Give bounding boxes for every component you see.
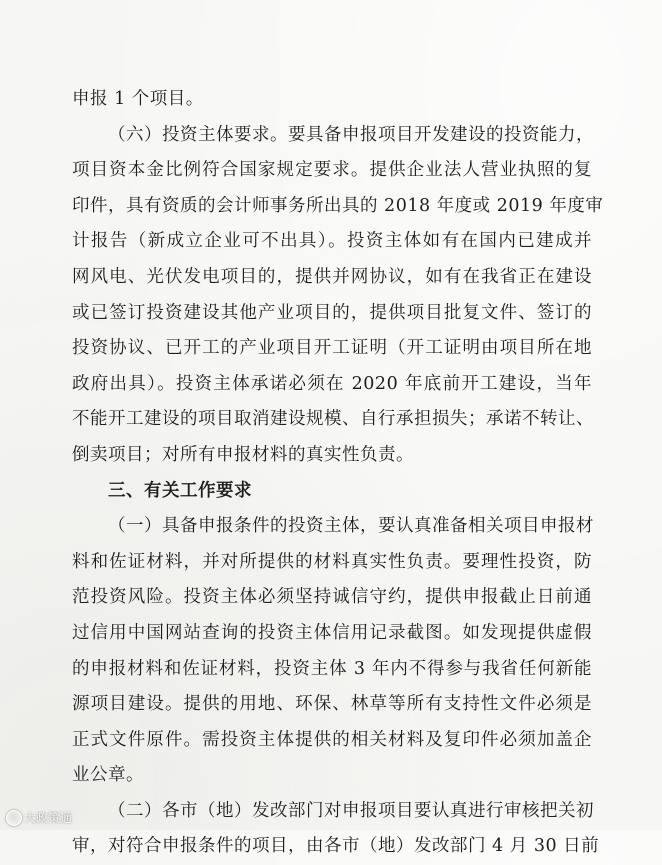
text-line: 网风电、光伏发电项目的，提供并网协议，如有在我省正在建设 — [72, 266, 592, 287]
text-line: 申报 1 个项目。 — [72, 89, 204, 109]
text-line: 正式文件原件。需投资主体提供的相关材料及复印件必须加盖企 — [72, 729, 592, 750]
text-line: 源项目建设。提供的用地、环保、林草等所有支持性文件必须是 — [72, 694, 592, 715]
text-line: 料和佐证材料，并对所提供的材料真实性负责。要理性投资，防 — [72, 551, 592, 572]
text-line: （六）投资主体要求。要具备申报项目开发建设的投资能力， — [108, 124, 594, 145]
text-line: 政府出具）。投资主体承诺必须在 2020 年底前开工建设，当年 — [72, 373, 592, 394]
text-line: 印件，具有资质的会计师事务所出具的 2018 年度或 2019 年度审 — [72, 195, 604, 216]
text-line: 投资协议、已开工的产业项目开工证明（开工证明由项目所在地 — [72, 338, 592, 359]
section-heading: 三、有关工作要求 — [108, 480, 252, 501]
watermark-logo-icon: ⓒ — [6, 810, 22, 826]
text-line: 倒卖项目；对所有申报材料的真实性负责。 — [72, 444, 414, 465]
text-line: （二）各市（地）发改部门对申报项目要认真进行审核把关初 — [108, 800, 594, 821]
watermark — [6, 809, 72, 826]
text-line: 审，对符合申报条件的项目，由各市（地）发改部门 4 月 30 日前 — [72, 836, 600, 857]
text-line: 业公章。 — [72, 765, 144, 786]
text-line: 计报告（新成立企业可不出具）。投资主体如有在国内已建成并 — [72, 231, 592, 252]
text-line: 范投资风险。投资主体必须坚持诚信守约，提供申报截止日前通 — [72, 587, 592, 608]
text-line: 的申报材料和佐证材料，投资主体 3 年内不得参与我省任何新能 — [72, 658, 592, 679]
text-line: （一）具备申报条件的投资主体，要认真准备相关项目申报材 — [108, 516, 594, 537]
text-line: 或已签订投资建设其他产业项目的，提供项目批复文件、签订的 — [72, 302, 592, 323]
document-body — [72, 82, 604, 865]
text-line: 不能开工建设的项目取消建设规模、自行承担损失；承诺不转让、 — [72, 409, 594, 430]
text-line: 过信用中国网站查询的投资主体信用记录截图。如发现提供虚假 — [72, 622, 592, 643]
text-line: 项目资本金比例符合国家规定要求。提供企业法人营业执照的复 — [72, 160, 592, 181]
watermark-text: 大政策通 — [24, 811, 73, 825]
